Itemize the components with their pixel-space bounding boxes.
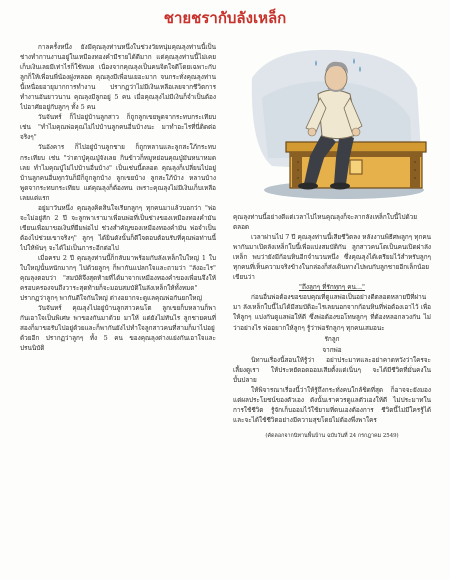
article-title: ชายชรากับลังเหล็ก xyxy=(163,9,287,27)
paragraph: ให้พิจารณาเรื่องนี้ว่าให้รู้ถึงกระทั่งคนใกล้ชิดที่สุด ก็อาจจะยังมองแต่ผลประโยชน์ของตัวเอง ดังนั้นเราควรดูแลตัวเองให้ดี ไม่ประมาทในการใช้ชีวิต รู้จักเก็บออมไว้ใช้ยามที่ตนเองต้องการ ชีวิตนี้ไม่มีใครรู้ได้ และจะได้ใช้ชีวิตอย่างมีความสุขโดยไม่ต้องพึ่งพาใคร xyxy=(233,385,431,424)
paragraph: วันอังคาร ก็ไปอยู่บ้านลูกชาย ก็ถูกหลานและลูกสะใภ้กระทบกระเทียบ เช่น "ว่าตาปู่คุณปู่จังเลย กินข้าวก็หมูหย่อนคุณปู่มันหนาหมดเลย ทำไมคุณปู่ไม่ไปบ้านอื่นบ้าง" เป็นเช่นนี้ตลอด คุณลุงก็เปลี่ยนไปอยู่บ้านลูกคนอื่นทุกวันก็มีก็ถูกลูกบ้าง ลูกเขยบ้าง ลูกสะใภ้บ้าง หลานบ้าง พูดจากระทบกระเทียบ แต่คุณลุงก็ต้องทน เพราะคุณลุงไม่มีเงินเก็บเหลือเลยแต่แรก xyxy=(20,143,216,202)
source-note: (คัดลอกจากนิทานพื้นบ้าน ฉบับวันที่ 24 กรกฎาคม 2549) xyxy=(265,432,399,439)
paragraph: เมื่อครบ 2 ปี คุณลุงท่านนี้ก็กลับมาพร้อมกับลังเหล็กใบใหญ่ 1 ใบ ใบใหญ่นั้นหนักมากๆ ไปด้วยลูกๆ ก็พากันแปลกใจและถามว่า "ลังอะไร" คุณลุงตอบว่า "สมบัติจึงสุดท้ายที่ได้มาจากเหมืองทองคำของเพื่อนจึงให้ครอบครองจนถึงวาระสุดท้ายก็จะมอบสมบัติในลังเหล็กให้ทั้งหมด" ปรากฏว่าลูกๆ พากันดีใจกันใหญ่ ต่างอยากจะดูแลคุณพ่อกันยกใหญ่ xyxy=(20,253,216,303)
left-column xyxy=(20,42,216,572)
paragraph: วันจันทร์ ก็ไปอยู่บ้านลูกสาว ก็ถูกลูกเขยพูดจากระทบกระเทียบ เช่น "ทำไมคุณพ่อคุณไม่ไปบ้านลูกคนอื่นบ้างนะ มาทำอะไรที่นี่ติดต่อจริงๆ" xyxy=(20,113,216,142)
letter-signoff: รักลูก xyxy=(324,334,340,343)
letter-body: ก่อนอื่นพ่อต้องขอขอบคุณที่ดูแลพ่อเป็นอย่างดีตลอดหลายปีที่ผ่านมา ลังเหล็กใบนี้ไม่ได้มีสมบัติอะไรเลยนอกจากก้อนหินที่พ่อต้องเอาไว้ เพื่อให้ลูกๆ แบ่งกันดูแลพ่อให้ดี ซึ่งพ่อต้องขอโทษลูกๆ ที่ต้องหลอกลวงกัน ไม่ว่าอย่างไร พ่ออยากให้ลูกๆ รู้ว่าพ่อรักลูกๆ ทุกคนเสมอนะ xyxy=(233,293,431,332)
letter-signature: จากพ่อ xyxy=(322,345,342,354)
letter-greeting: "ถึงลูกๆ ที่รักทุกๆ คน..." xyxy=(299,283,365,292)
old-man-sitting-on-chest-icon xyxy=(232,38,430,206)
paragraph: คุณลุงท่านนี้อย่างดีแต่เวลาไปไหนคุณลุงก็จะลากลังเหล็กใบนี้ไปด้วยตลอด xyxy=(233,213,418,232)
paragraph: วันจันทร์ คุณลุงไปอยู่บ้านลูกสาวคนโต ลูกเขยก็บหลานก็พากันเอาใจเป็นพิเศษ พาของกันมาด้วย มาให้ แต่ยังไม่ทันไร ลูกชายคนที่สองก็มาขอรับไปอยู่ด้วยและก็พากันยังไปทำใจลูกสาวคนที่สามก็มาไปอยู่ด้วยอีก ปรากฏว่าลูกๆ ทั้ง 5 คน ของคุณลุงต่างแย่งกันเอาใจและปรนนิบัติ xyxy=(20,304,216,353)
paragraph: อยู่มาวันหนึ่ง คุณลุงคิดสินใจเรียกลูกๆ ทุกคนมาแล้วบอกว่า "พ่อจะไม่อยู่สัก 2 ปี จะลูกพาเรามาเพื่อนพ่อที่เป็นช่างของเหมืองทองคำมันเขียนเพื่อมาขอเงินที่ยืมพ่อไป ช่วงสำคัญของเหมืองทองคำมัน พ่อจำเป็นต้องไปช่วยเขาจริงๆ" ลูกๆ ได้ยินดังนั้นก็ดีใจตอบต้อนรับที่คุณพ่อท่านนี้ไปให้พ้นๆ จะได้ไม่เป็นภาระอีกต่อไป xyxy=(20,203,216,252)
paragraph: เวลาผ่านไป 7 ปี คุณลุงท่านนี้เสียชีวิตลง หลังงานพิธีศพลูกๆ ทุกคนพากันมาเปิดลังเหล็กใบนี้เพื่อแบ่งสมบัติกัน ลูกสาวคนโตเป็นคนเปิดฝาลังเหล็ก พบว่ายังมีก้อนหินอีกจำนวนหนึ่ง ซึ่งคุณลุงได้เตรียมไว้สำหรับลูกๆ ทุกคนที่เห็นความจริงข้างในกล่องก็ส่งเดินทางไปพบกับลูกชายอีกเล็กน้อย เขียนว่า xyxy=(233,233,431,282)
moral-paragraph: นิทานเรื่องนี้สอนให้รู้ว่า อย่าประมาทและอย่าคาดหวังว่าใครจะเลี้ยงดูเรา ให้ประหยัดอดออมเสียตั้งแต่เนิ่นๆ จะได้มีชีวิตที่มั่นคงในบั้นปลาย xyxy=(233,355,431,384)
paragraph: กาลครั้งหนึ่ง ยังมีคุณลุงท่านหนึ่งในช่วงวัยหนุ่มคุณลุงท่านนี้เป็นช่างทำกานงานอยู่ในเหมืองทองคำมีรายได้ดีมาก แต่คุณลุงท่านนี้ไม่เคยเก็บเงินเลยมีเท่าไรก็ใช้หมด เนื่องจากคุณลุงเป็นคนจิตใจดีโดยเฉพาะกับลูกก็ให้เพื่อนพี่น้องฝูงหลอด คุณลุงมีเพื่อนเยอะมาก จนกระทั่งคุณลุงท่านนี้เหนื่อยอายุมากการทำงาน ปรากฏว่าไม่มีเงินเหลือเลยจากชีวิตการทำงานอันยาวนาน คุณลุงมีลูกอยู่ 5 คน เมื่อคุณลุงไม่มีเงินก็จำเป็นต้องไปอาศัยอยู่กับลูกๆ ทั้ง 5 คน xyxy=(20,43,216,112)
right-column xyxy=(233,212,431,572)
